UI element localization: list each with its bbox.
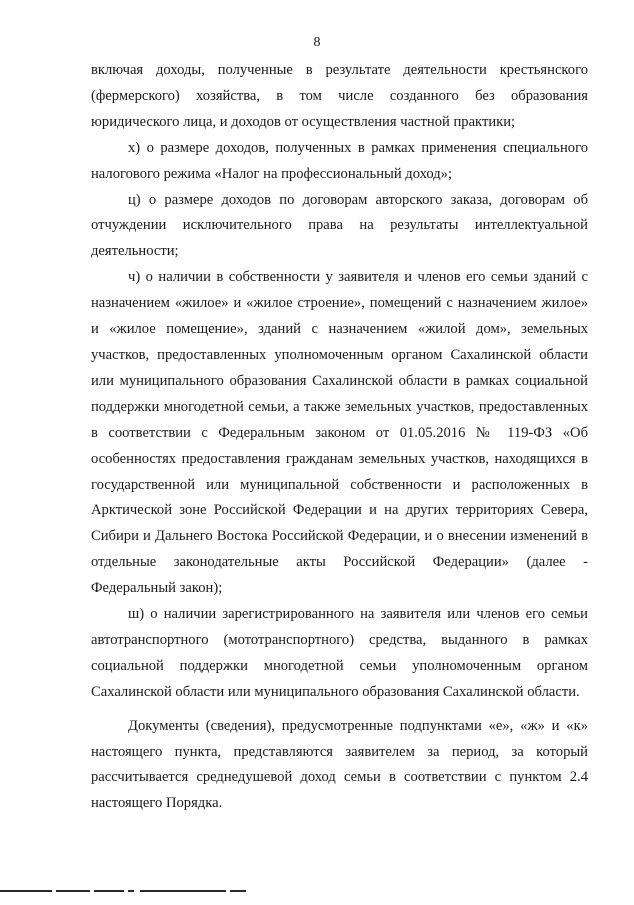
paragraph-item-ts: ц) о размере доходов по договорам авторского заказа, договорам об отчуждении исключительного права на результаты интеллектуальной деятельности; <box>91 191 588 260</box>
paragraph-item-ch: ч) о наличии в собственности у заявителя и членов его семьи зданий с назначением «жилое» и «жилое строение», помещений с назначением жилое» и «жилое помещение», зданий с назначением «жилой дом», земельных участков, предоставленных уполномоченным органом Сахалинской области или муниципального образования Сахалинской области в рамках социальной поддержки многодетной семьи, а также земельных участков, предоставленных в соответствии с Федеральным законом от 01.05.2016 № 119-ФЗ «Об особенностях предоставления гражданам земельных участков, находящихся в государственной или муниципальной собственности и расположенных в Арктической зоне Российской Федерации и на других территориях Севера, Сибири и Дальнего Востока Российской Федерации, и о внесении изменений в отдельные законодательные акты Российской Федерации» (далее - Федеральный закон); <box>91 269 588 597</box>
document-body <box>91 58 588 817</box>
paragraph-item-sh: ш) о наличии зарегистрированного на заявителя или членов его семьи автотранспортного (мототранспортного) средства, выданного в рамках социальной поддержки многодетной семьи уполномоченным органом Сахалинской области или муниципального образования Сахалинской области. <box>91 606 588 700</box>
page-number: 8 <box>313 35 321 50</box>
paragraph-documents-period: Документы (сведения), предусмотренные подпунктами «е», «ж» и «к» настоящего пункта, представляются заявителем за период, за который рассчитывается среднедушевой доход семьи в соответствии с пунктом 2.4 настоящего Порядка. <box>91 717 588 812</box>
paragraph-continuation: включая доходы, полученные в результате деятельности крестьянского (фермерского) хозяйства, в том числе созданного без образования юридического лица, и доходов от осуществления частной практики; <box>91 62 588 130</box>
footer-scan-rule <box>0 890 250 893</box>
paragraph-item-kh: х) о размере доходов, полученных в рамках применения специального налогового режима «Налог на профессиональный доход»; <box>91 139 588 182</box>
